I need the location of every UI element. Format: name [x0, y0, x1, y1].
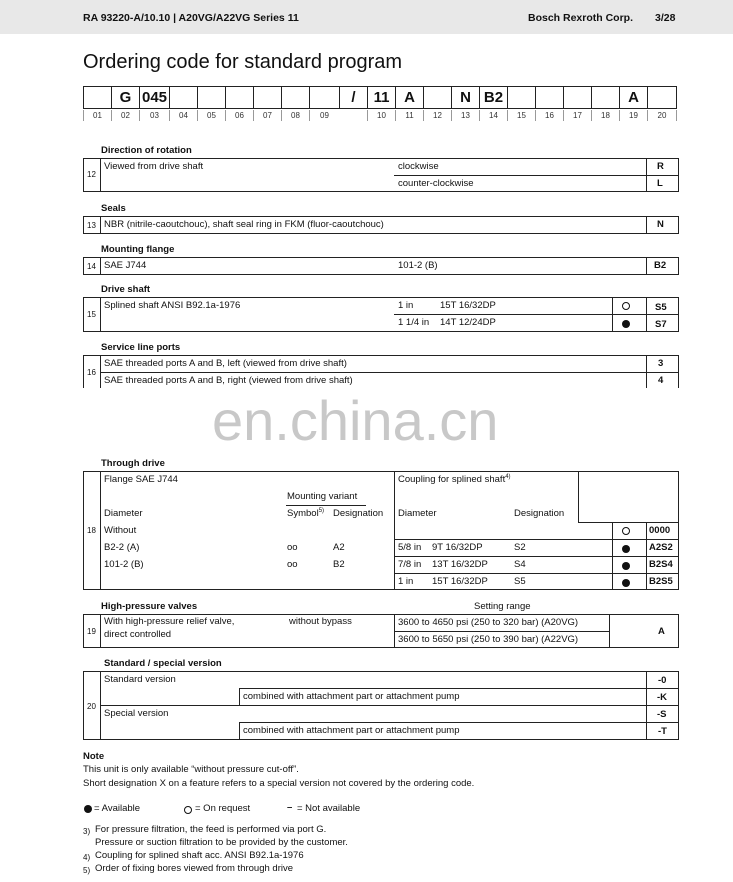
available-icon [622, 579, 630, 587]
shaft-size: 1 in [398, 300, 414, 311]
footnote-marker: 3) [83, 827, 91, 836]
section-title-rotation: Direction of rotation [101, 145, 192, 156]
rotation-description: Viewed from drive shaft [104, 161, 204, 172]
special-version: Special version [104, 708, 169, 719]
option-counter-clockwise: counter-clockwise [398, 178, 474, 189]
available-icon [622, 320, 630, 328]
shaft-spec: 15T 16/32DP [440, 300, 496, 311]
coupling-header: Coupling for splined shaft$^{4)}$ [398, 474, 511, 486]
code-value: S7 [655, 319, 667, 330]
coupling-diameter: 7/8 in [398, 559, 422, 570]
hpv-description: direct controlled [104, 629, 172, 640]
footnote-text: Coupling for splined shaft acc. ANSI B92.1a-1976 [95, 850, 304, 861]
page-title: Ordering code for standard program [83, 51, 403, 73]
through-drive-row: Without [104, 525, 137, 536]
section-title-hpv: High-pressure valves [101, 601, 198, 612]
coupling-diameter: 5/8 in [398, 542, 422, 553]
through-drive-row: 101-2 (B) [104, 559, 144, 570]
code-value: B2S5 [649, 576, 673, 587]
flange-table [83, 257, 679, 275]
position-number: 14 [479, 110, 507, 121]
position-number: 11 [395, 110, 423, 121]
code-cell [169, 86, 197, 109]
position-number: 17 [563, 110, 591, 121]
position-label: 13 [87, 221, 96, 230]
code-cell: A [619, 86, 647, 109]
section-title-seals: Seals [101, 203, 126, 214]
code-value: 3 [658, 358, 664, 369]
position-label: 14 [87, 262, 96, 271]
seals-description: NBR (nitrile-caoutchouc), shaft seal ring in FKM (fluor-caoutchouc) [104, 219, 384, 230]
through-drive-row: B2-2 (A) [104, 542, 140, 553]
combined-attachment: combined with attachment part or attachment pump [243, 725, 460, 736]
code-cell [281, 86, 309, 109]
code-cell [647, 86, 677, 109]
legend-available: = Available [94, 803, 141, 814]
position-label: 18 [87, 526, 96, 535]
footnote-marker: 5) [83, 866, 91, 875]
code-value: 4 [658, 375, 664, 386]
position-number: 01 [83, 110, 111, 121]
position-number: 13 [451, 110, 479, 121]
legend-not-available: = Not available [297, 803, 361, 814]
position-number: 08 [281, 110, 309, 121]
flange-size: 101-2 (B) [398, 260, 438, 271]
code-cell [563, 86, 591, 109]
code-cell [423, 86, 451, 109]
watermark-text: en.china.cn [212, 389, 499, 452]
on-request-icon [622, 527, 630, 535]
coupling-designation: S5 [514, 576, 526, 587]
bypass-text: without bypass [289, 616, 352, 627]
hpv-description: With high-pressure relief valve, [104, 616, 235, 627]
position-number: 19 [619, 110, 647, 121]
code-value: B2 [654, 260, 667, 271]
position-number: 09 [309, 110, 339, 121]
position-number: 12 [423, 110, 451, 121]
on-request-icon [622, 302, 630, 310]
code-value: A [658, 626, 665, 637]
section-title-ports: Service line ports [101, 342, 181, 353]
ports-row: SAE threaded ports A and B, left (viewed from drive shaft) [104, 358, 347, 369]
note-line: This unit is only available “without pressure cut-off”. [83, 764, 299, 775]
code-cell [535, 86, 563, 109]
footnote-marker: 4) [83, 853, 91, 862]
position-label: 16 [87, 368, 96, 377]
code-cell: G [111, 86, 139, 109]
code-value: A2S2 [649, 542, 673, 553]
coupling-spec: 9T 16/32DP [432, 542, 483, 553]
code-cell: / [339, 86, 367, 109]
code-cell: 045 [139, 86, 169, 109]
position-number: 04 [169, 110, 197, 121]
option-clockwise: clockwise [398, 161, 439, 172]
shaft-spec: 14T 12/24DP [440, 317, 496, 328]
setting-range-header: Setting range [474, 601, 531, 612]
not-available-icon: – [287, 802, 293, 813]
position-number: 03 [139, 110, 169, 121]
footnote-text: Order of fixing bores viewed from through drive [95, 863, 294, 874]
position-label: 20 [87, 702, 96, 711]
code-value: -S [657, 709, 667, 720]
position-number: 06 [225, 110, 253, 121]
code-cell: 11 [367, 86, 395, 109]
designation-header: Designation [333, 508, 384, 519]
coupling-spec: 15T 16/32DP [432, 576, 488, 587]
section-title-version: Standard / special version [104, 658, 222, 669]
flange-header: Flange SAE J744 [104, 474, 178, 485]
position-number: 16 [535, 110, 563, 121]
code-cell: N [451, 86, 479, 109]
code-cell [225, 86, 253, 109]
coupling-designation: S4 [514, 559, 526, 570]
mounting-variant-header: Mounting variant [287, 491, 358, 502]
code-value: B2S4 [649, 559, 673, 570]
position-number: 02 [111, 110, 139, 121]
symbol-header: Symbol$^{5)}$ [287, 508, 325, 520]
section-title-shaft: Drive shaft [101, 284, 151, 295]
coupling-spec: 13T 16/32DP [432, 559, 488, 570]
available-icon [622, 545, 630, 553]
code-cell: B2 [479, 86, 507, 109]
document-reference: RA 93220-A/10.10 | A20VG/A22VG Series 11 [83, 12, 299, 24]
code-value: L [657, 178, 663, 189]
position-number: 05 [197, 110, 225, 121]
position-number: 10 [367, 110, 395, 121]
code-cell [507, 86, 535, 109]
code-cell: A [395, 86, 423, 109]
code-cell [83, 86, 111, 109]
position-label: 12 [87, 170, 96, 179]
code-cell [591, 86, 619, 109]
available-icon [84, 805, 92, 813]
position-number: 18 [591, 110, 619, 121]
page-number: 3/28 [655, 12, 676, 24]
code-cell [197, 86, 225, 109]
shaft-size: 1 1/4 in [398, 317, 430, 328]
code-cell [309, 86, 339, 109]
bore-symbol: oo [287, 542, 298, 553]
note-title: Note [83, 751, 105, 762]
position-label: 19 [87, 627, 96, 636]
diameter-header: Diameter [104, 508, 143, 519]
footnote-text: Pressure or suction filtration to be provided by the customer. [95, 837, 348, 848]
bore-symbol: oo [287, 559, 298, 570]
designation-value: A2 [333, 542, 345, 553]
designation-value: B2 [333, 559, 345, 570]
company-name: Bosch Rexroth Corp. [528, 12, 634, 24]
code-cell [253, 86, 281, 109]
code-value: -K [657, 692, 668, 703]
combined-attachment: combined with attachment part or attachment pump [243, 691, 460, 702]
code-value: -0 [658, 675, 667, 686]
note-line: Short designation X on a feature refers to a special version not covered by the ordering code. [83, 778, 475, 789]
position-number: 07 [253, 110, 281, 121]
code-value: -T [658, 726, 667, 737]
available-icon [622, 562, 630, 570]
coupling-designation: S2 [514, 542, 526, 553]
section-title-flange: Mounting flange [101, 244, 175, 255]
code-value: R [657, 161, 664, 172]
position-label: 15 [87, 310, 96, 319]
code-value: S5 [655, 302, 667, 313]
code-value: 0000 [649, 525, 671, 536]
shaft-description: Splined shaft ANSI B92.1a-1976 [104, 300, 241, 311]
setting-range-value: 3600 to 4650 psi (250 to 320 bar) (A20VG) [398, 617, 579, 628]
coupling-diameter-header: Diameter [398, 508, 437, 519]
code-value: N [657, 219, 664, 230]
position-number: 15 [507, 110, 535, 121]
legend-on-request: = On request [195, 803, 251, 814]
coupling-diameter: 1 in [398, 576, 414, 587]
setting-range-value: 3600 to 5650 psi (250 to 390 bar) (A22VG) [398, 634, 579, 645]
standard-version: Standard version [104, 674, 176, 685]
position-number: 20 [647, 110, 677, 121]
on-request-icon [184, 806, 192, 814]
ports-row: SAE threaded ports A and B, right (viewed from drive shaft) [104, 375, 353, 386]
flange-description: SAE J744 [104, 260, 147, 271]
footnote-text: For pressure filtration, the feed is performed via port G. [95, 824, 327, 835]
section-title-through-drive: Through drive [101, 458, 165, 469]
coupling-designation-header: Designation [514, 508, 565, 519]
